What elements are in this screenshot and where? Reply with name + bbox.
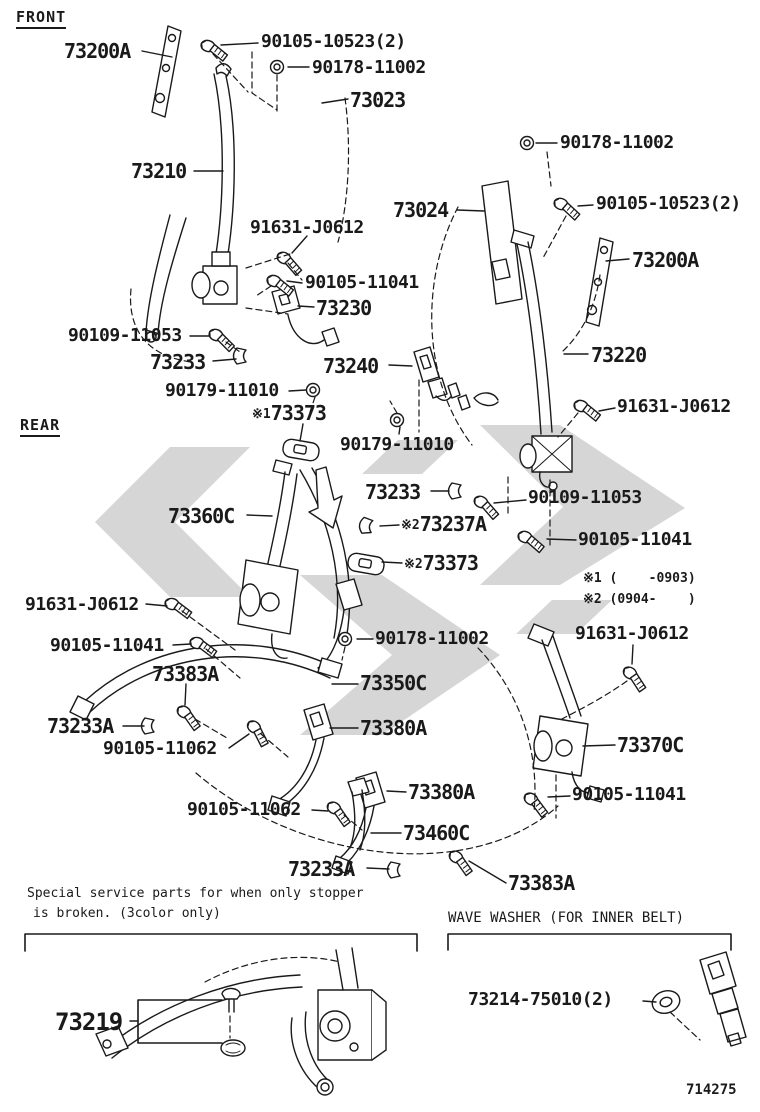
callout-73380a-1: 73380A (360, 716, 427, 740)
callout-73380a-2: 73380A (408, 780, 475, 804)
callout-90105-11041-4: 90105-11041 (572, 784, 686, 805)
callout-73373-2: ※273373 (404, 551, 478, 575)
callout-73233-2: 73233 (365, 480, 421, 504)
callout-91631-j0612-1: 91631-J0612 (250, 217, 364, 238)
callout-73240: 73240 (323, 354, 379, 378)
callout-90105-11041-3: 90105-11041 (50, 635, 164, 656)
callout-73024: 73024 (393, 198, 449, 222)
callout-91631-j0612-3: 91631-J0612 (25, 594, 139, 615)
callout-90105-10523-2: 90105-10523(2) (596, 193, 741, 214)
applicability-note-1: ※1 ( -0903) (583, 571, 696, 586)
callout-73210: 73210 (131, 159, 187, 183)
callout-73219: 73219 (55, 1008, 123, 1036)
callout-90179-11010-1: 90179-11010 (165, 380, 279, 401)
figure-code: 714275 (686, 1082, 737, 1098)
callout-73230: 73230 (316, 296, 372, 320)
callout-90105-11041-2: 90105-11041 (578, 529, 692, 550)
callout-90105-11062-2: 90105-11062 (187, 799, 301, 820)
rear-left-belt-drawing (238, 438, 385, 668)
callout-90105-11041-1: 90105-11041 (305, 272, 419, 293)
callout-90109-11053-2: 90109-11053 (528, 487, 642, 508)
callout-73023: 73023 (350, 88, 406, 112)
callout-73460c: 73460C (403, 821, 470, 845)
wave-washer-caption: WAVE WASHER (FOR INNER BELT) (448, 910, 685, 926)
callout-73383a-1: 73383A (152, 662, 219, 686)
callout-90109-11053-1: 90109-11053 (68, 325, 182, 346)
ref-mark-2: ※2 (401, 518, 420, 533)
ref-mark-1: ※1 (252, 407, 271, 422)
callout-73233a-2: 73233A (288, 857, 355, 881)
special-service-caption-line2: is broken. (3color only) (33, 906, 221, 921)
special-service-drawing (96, 948, 386, 1095)
rear-right-belt-drawing (528, 624, 604, 802)
front-left-belt-drawing (146, 26, 339, 346)
callout-90179-11010-2: 90179-11010 (340, 434, 454, 455)
callout-73233a-1: 73233A (47, 714, 114, 738)
front-section-header: FRONT (16, 10, 66, 29)
callout-91631-j0612-4: 91631-J0612 (575, 623, 689, 644)
callout-73200a-2: 73200A (632, 248, 699, 272)
rear-center-belt-drawing (70, 645, 385, 874)
callout-90178-11002-3: 90178-11002 (375, 628, 489, 649)
callout-73214-75010: 73214-75010(2) (468, 989, 613, 1010)
callout-73237a: ※273237A (401, 512, 486, 536)
rear-section-header: REAR (20, 418, 60, 437)
callout-90178-11002-2: 90178-11002 (560, 132, 674, 153)
callout-73220: 73220 (591, 343, 647, 367)
callout-73350c: 73350C (360, 671, 427, 695)
callout-90105-10523-1: 90105-10523(2) (261, 31, 406, 52)
callout-73360c: 73360C (168, 504, 235, 528)
applicability-note-2: ※2 (0904- ) (583, 592, 696, 607)
callout-73373-1: ※173373 (252, 401, 326, 425)
wave-washer-drawing (649, 952, 746, 1046)
callout-73370c: 73370C (617, 733, 684, 757)
callout-73383a-2: 73383A (508, 871, 575, 895)
callout-90178-11002-1: 90178-11002 (312, 57, 426, 78)
special-service-caption-line1: Special service parts for when only stopper (27, 886, 364, 901)
ref-mark-3: ※2 (404, 557, 423, 572)
callout-91631-j0612-2: 91631-J0612 (617, 396, 731, 417)
callout-73233-1: 73233 (150, 350, 206, 374)
callout-90105-11062-1: 90105-11062 (103, 738, 217, 759)
callout-73200a-1: 73200A (64, 39, 131, 63)
